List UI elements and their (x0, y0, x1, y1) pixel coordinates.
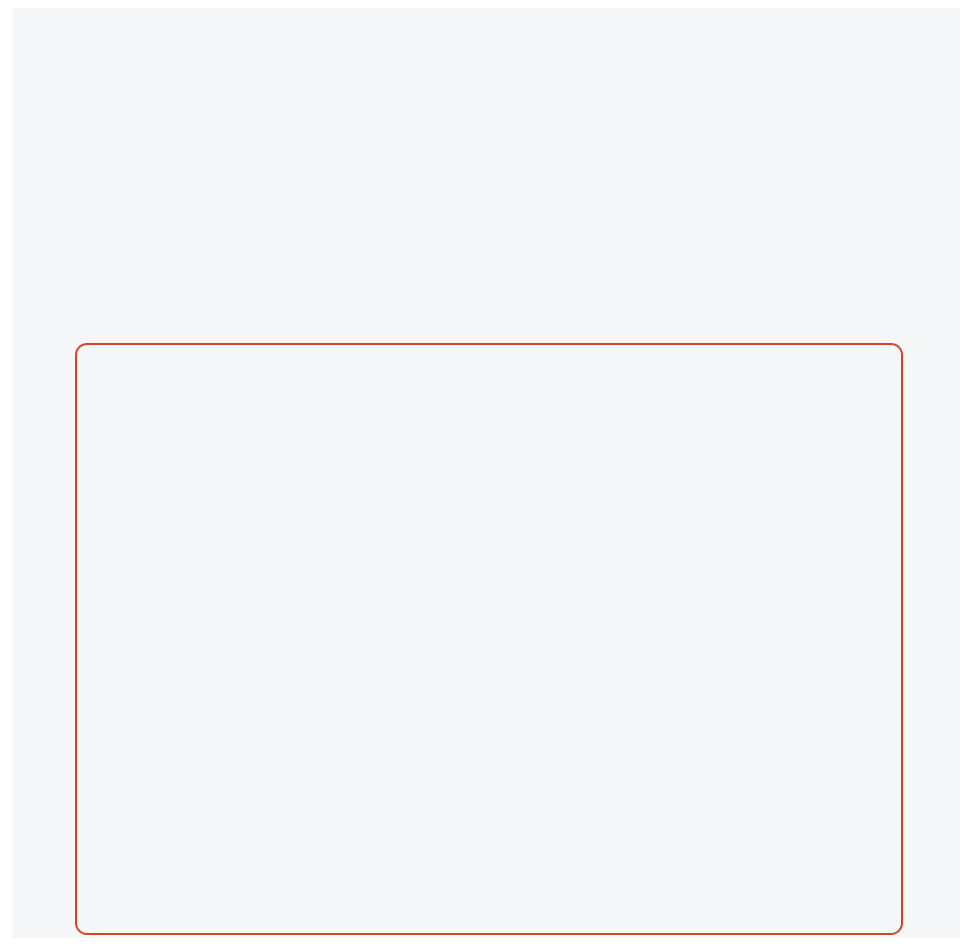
lxc-highlight-box (75, 343, 903, 935)
